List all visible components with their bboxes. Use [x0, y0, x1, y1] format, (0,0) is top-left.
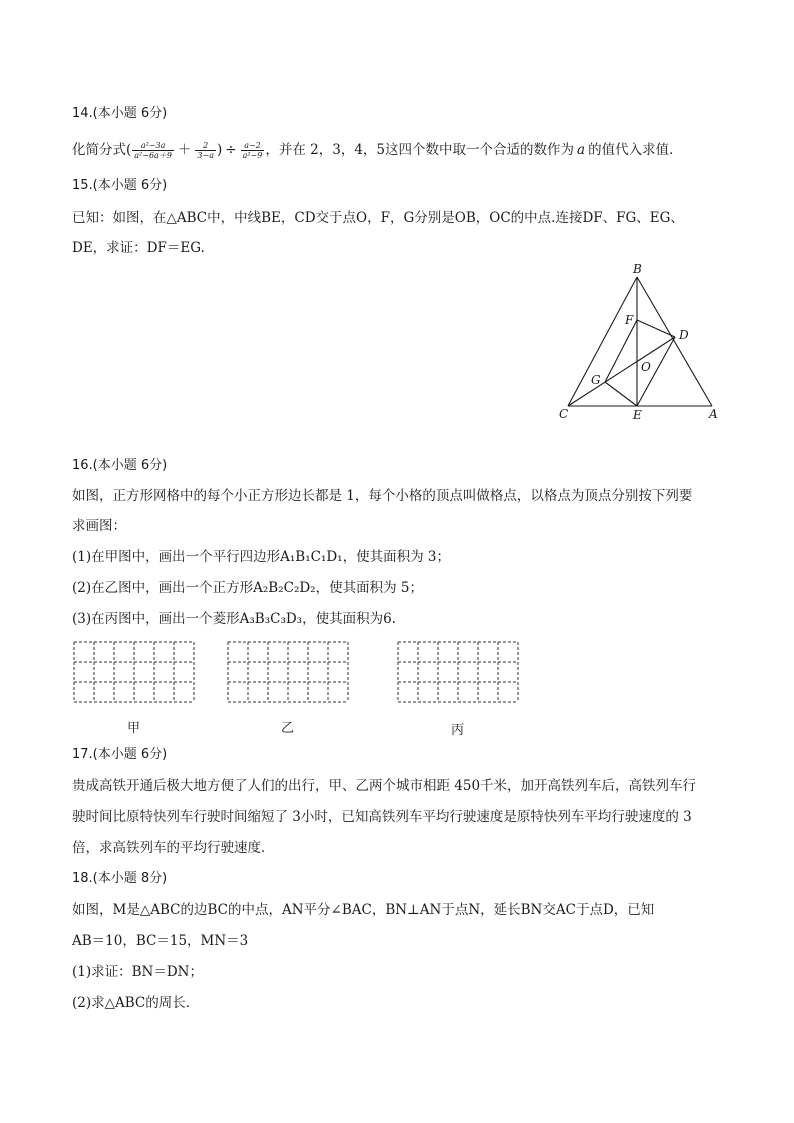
q14-var: a — [577, 142, 586, 158]
line-eg — [605, 382, 637, 406]
q15-triangle-diagram — [555, 260, 735, 425]
q14-plus: ＋ — [177, 142, 192, 158]
q14-div: ÷ — [225, 142, 237, 158]
q16-label-jia: 甲 — [127, 721, 141, 736]
label-g: G — [591, 373, 601, 387]
q14-text-before: 化简分式( — [72, 142, 132, 158]
q18-line1: 如图，M是△ABC的边BC的中点，AN平分∠BAC，BN⊥AN于点N，延长BN交AC于点D，已知 — [72, 902, 655, 918]
q17-line1: 贵成高铁开通后极大地方便了人们的出行，甲、乙两个城市相距 450千米，加开高铁列车后，高铁列车行 — [72, 778, 697, 794]
label-d: D — [679, 328, 689, 342]
q16-label-yi: 乙 — [281, 721, 295, 736]
q16-item1: (1)在甲图中，画出一个平行四边形A₁B₁C₁D₁，使其面积为 3； — [72, 549, 450, 565]
q16-header: 16.(本小题 6分) — [72, 458, 168, 473]
q16-item3: (3)在丙图中，画出一个菱形A₃B₃C₃D₃，使其面积为6. — [72, 611, 396, 627]
line-bc — [568, 277, 637, 406]
q18-item1: (1)求证：BN＝DN； — [72, 964, 203, 980]
q15-header: 15.(本小题 6分) — [72, 178, 168, 193]
q18-item2: (2)求△ABC的周长． — [72, 995, 200, 1011]
q14-text-end: 的值代入求值． — [588, 142, 683, 158]
line-fg — [605, 320, 637, 382]
q17-line2: 驶时间比原特快列车行驶时间缩短了 3小时，已知高铁列车平均行驶速度是原特快列车平均行驶速度的 3 — [72, 809, 692, 825]
q16-line1: 如图，正方形网格中的每个小正方形边长都是 1，每个小格的顶点叫做格点，以格点为顶点分别按下列要 — [72, 488, 693, 504]
q16-line2: 求画图： — [72, 518, 126, 534]
q16-grid-jia — [72, 640, 198, 710]
line-df — [637, 320, 675, 337]
q17-line3: 倍，求高铁列车的平均行驶速度． — [72, 840, 275, 856]
label-b: B — [633, 262, 642, 276]
q16-grid-bing — [396, 640, 522, 710]
q15-line1: 已知：如图，在△ABC中，中线BE，CD交于点O，F，G分别是OB，OC的中点.连接DF、FG、EG、 — [72, 210, 684, 226]
q14-close-paren: ) — [216, 142, 223, 158]
q14-header: 14.(本小题 6分) — [72, 106, 168, 121]
q14-text-after: ，并在 2，3，4，5这四个数中取一个合适的数作为 — [265, 142, 575, 158]
label-f: F — [625, 313, 634, 327]
q16-grid-yi — [226, 640, 352, 710]
q16-label-bing: 丙 — [451, 723, 465, 738]
q17-header: 17.(本小题 6分) — [72, 747, 168, 762]
q18-line2: AB＝10，BC＝15，MN＝3 — [72, 933, 249, 949]
q16-item2: (2)在乙图中，画出一个正方形A₂B₂C₂D₂，使其面积为 5； — [72, 580, 423, 596]
label-c: C — [559, 407, 569, 421]
q18-header: 18.(本小题 8分) — [72, 871, 168, 886]
label-a: A — [709, 407, 718, 421]
label-e: E — [633, 408, 642, 422]
line-cd — [568, 337, 675, 406]
q14-fraction-3: $\frac{a-2}{\text{a²−9}}$ — [242, 141, 263, 160]
q14-fraction-2: $\frac{2}{3-a}$ — [197, 141, 214, 160]
q15-line2: DE，求证：DF＝EG. — [72, 240, 205, 256]
label-o: O — [641, 360, 651, 374]
q14-fraction-1: $\frac{\text{a²−3a}}{\text{a²−6a＋9}}$ — [134, 141, 172, 160]
q14-body — [72, 140, 683, 160]
